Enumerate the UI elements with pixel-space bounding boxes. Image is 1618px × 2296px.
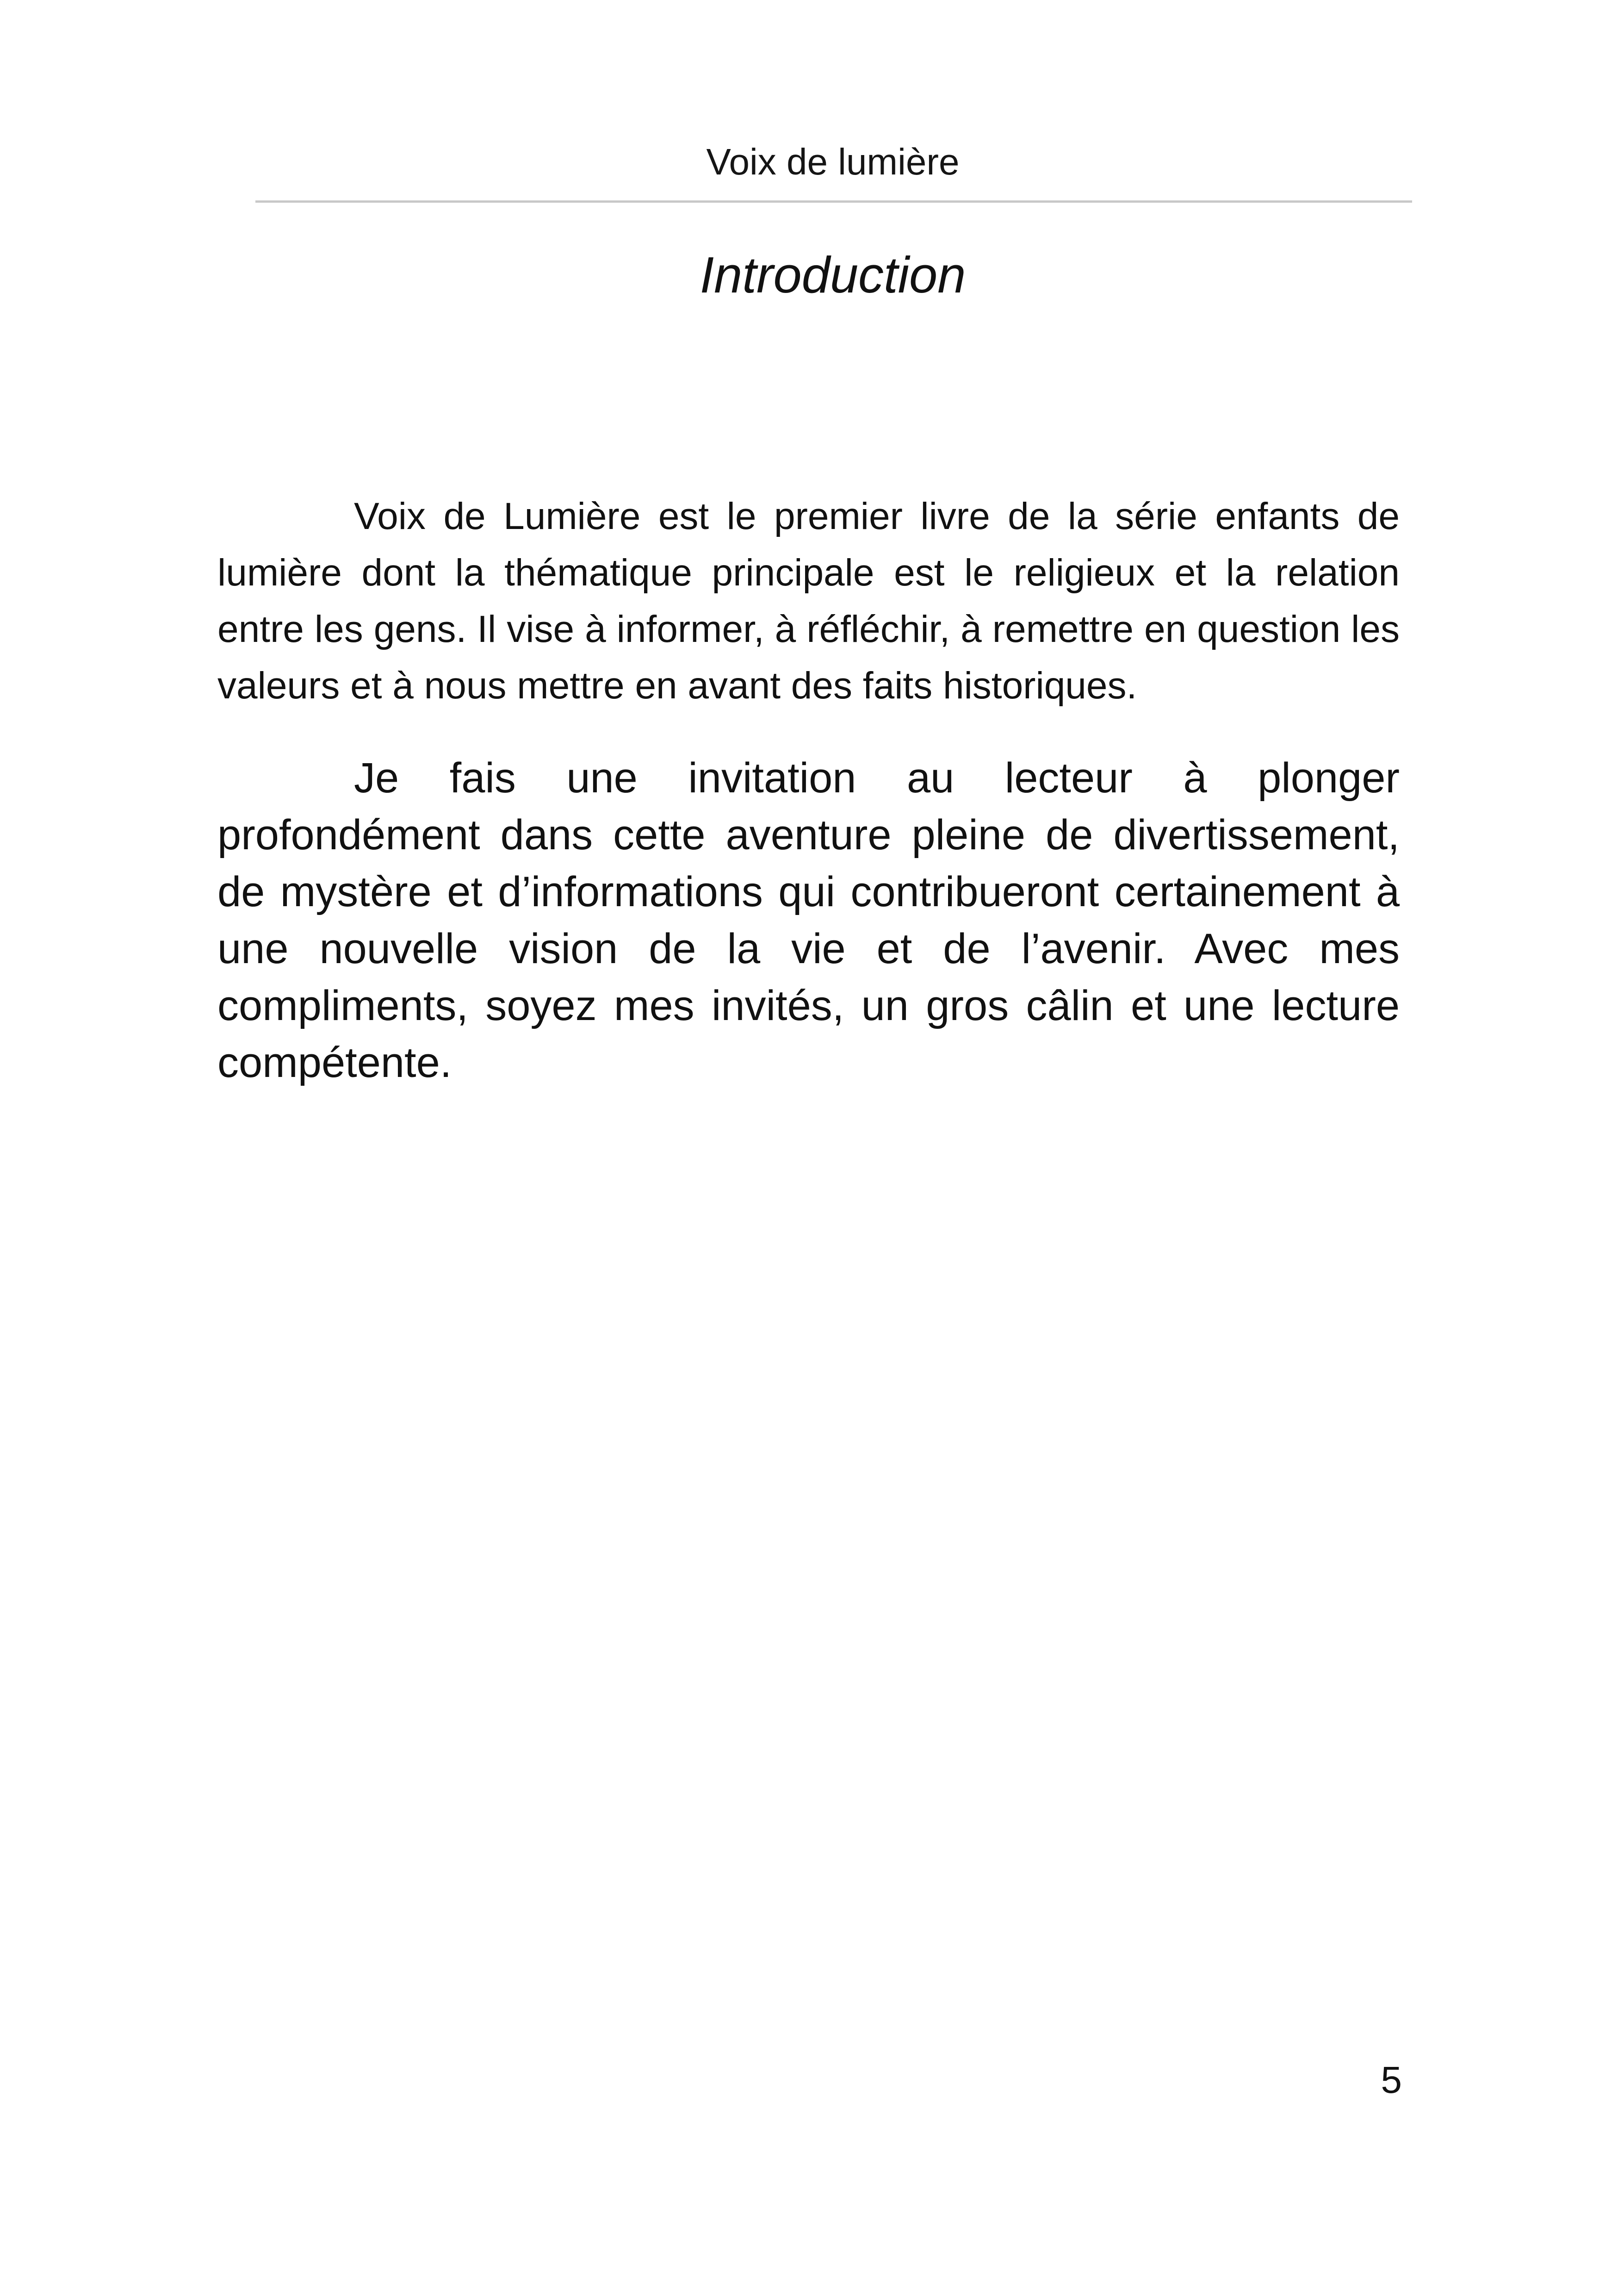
body-paragraph-1: Voix de Lumière est le premier livre de la série enfants de lumière dont la thématique principale est le religieux et la relation entre les gens. Il vise à informer, à réfléchir, à remettre en question les valeurs et à nous mettre en avant des faits historiques.	[217, 495, 1400, 707]
body-paragraph-2: Je fais une invitation au lecteur à plonger profondément dans cette aventure pleine de divertissement, de mystère et d’informations qui contribueront certainement à une nouvelle vision de la vie et de l’avenir. Avec mes compliments, soyez mes invités, un gros câlin et une lecture compétente.	[217, 754, 1400, 1086]
page-number: 5	[1381, 2059, 1402, 2101]
chapter-title: Introduction	[700, 247, 966, 304]
header-divider	[255, 200, 1412, 203]
running-header: Voix de lumière	[706, 141, 960, 182]
